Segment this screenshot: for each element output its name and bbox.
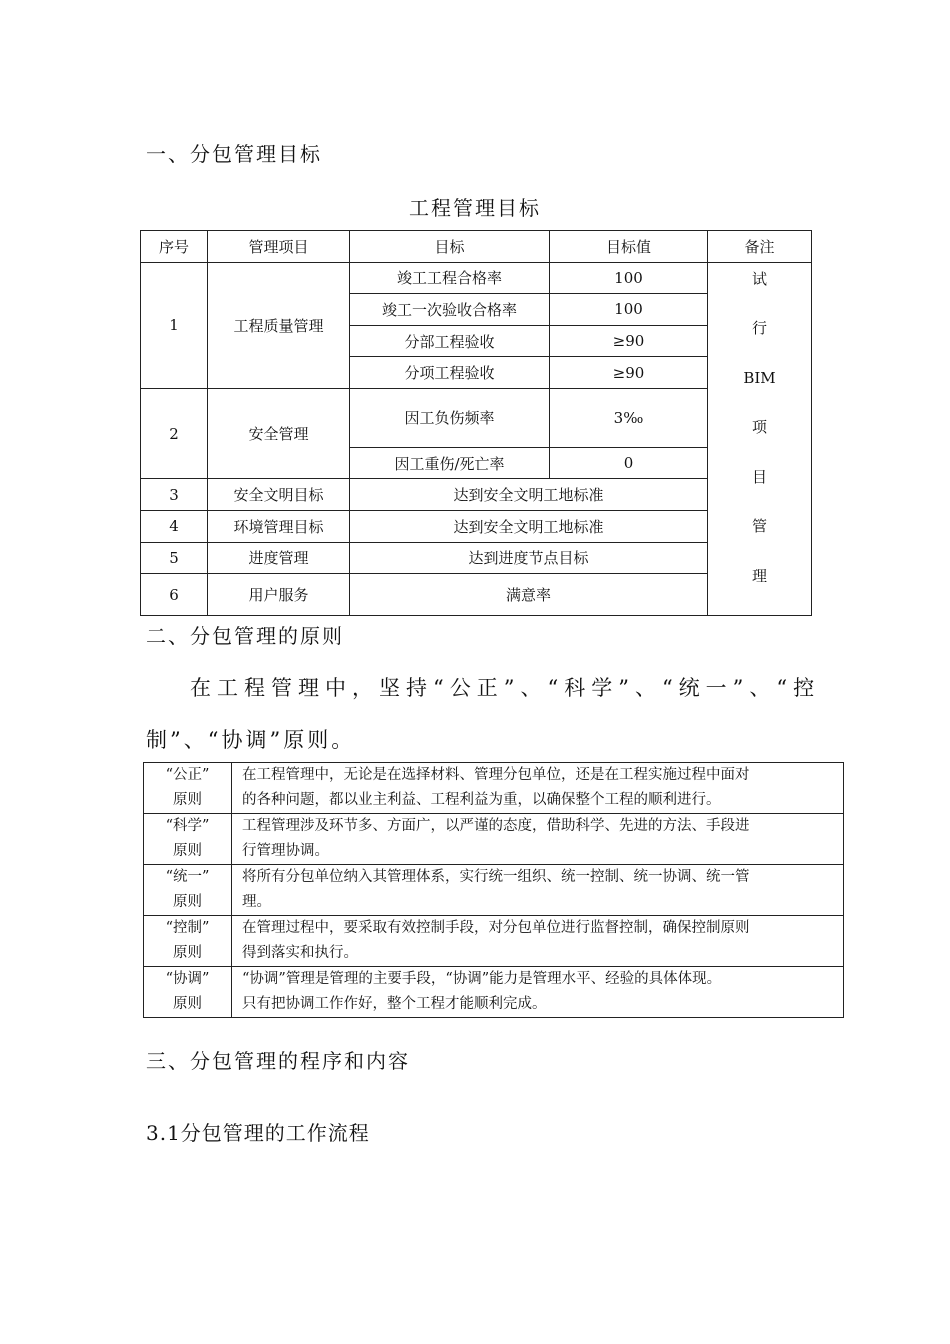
description-line: 在管理过程中，要采取有效控制手段，对分包单位进行监督控制，确保控制原则 bbox=[242, 920, 750, 936]
remark-line: 试 bbox=[751, 269, 767, 288]
value-cell: 3‰ bbox=[550, 388, 708, 447]
principle-description bbox=[232, 814, 844, 865]
row-number: 2 bbox=[141, 388, 208, 478]
principle-name-line2: 原则 bbox=[173, 894, 202, 910]
description-line: 工程管理涉及环节多、方面广，以严谨的态度，借助科学、先进的方法、手段进 bbox=[242, 818, 750, 834]
target-cell: 分项工程验收 bbox=[350, 357, 550, 389]
row-number: 4 bbox=[141, 510, 208, 542]
management-item: 安全管理 bbox=[208, 388, 350, 478]
management-item: 安全文明目标 bbox=[208, 479, 350, 511]
principle-name-line1: “公正” bbox=[165, 767, 210, 783]
description-line: 行管理协调。 bbox=[242, 843, 329, 859]
value-cell: 100 bbox=[550, 262, 708, 294]
principle-description bbox=[232, 967, 844, 1018]
principle-description bbox=[232, 763, 844, 814]
remark-line: BIM bbox=[743, 368, 776, 387]
table-row bbox=[141, 262, 812, 294]
principle-name-line2: 原则 bbox=[173, 843, 202, 859]
column-header: 备注 bbox=[708, 231, 812, 263]
target-cell: 因工重伤/死亡率 bbox=[350, 447, 550, 479]
remark-cell bbox=[708, 262, 812, 616]
principle-name-line1: “协调” bbox=[165, 971, 210, 987]
section-heading-goals: 一、分包管理目标 bbox=[146, 142, 322, 166]
description-line: 在工程管理中，无论是在选择材料、管理分包单位，还是在工程实施过程中面对 bbox=[242, 767, 750, 783]
management-item: 进度管理 bbox=[208, 542, 350, 574]
value-cell: 100 bbox=[550, 294, 708, 326]
principle-description bbox=[232, 865, 844, 916]
target-cell: 分部工程验收 bbox=[350, 325, 550, 357]
principles-table bbox=[143, 762, 844, 1018]
column-header: 序号 bbox=[141, 231, 208, 263]
remark-line: 目 bbox=[751, 467, 767, 486]
description-line: 理。 bbox=[242, 894, 271, 910]
row-number: 6 bbox=[141, 574, 208, 616]
value-cell: ≥90 bbox=[550, 357, 708, 389]
principle-name-line1: “控制” bbox=[165, 920, 210, 936]
principle-name-line2: 原则 bbox=[173, 792, 202, 808]
description-line: 的各种问题，都以业主利益、工程利益为重，以确保整个工程的顺利进行。 bbox=[242, 792, 721, 808]
target-merged-cell: 达到进度节点目标 bbox=[350, 542, 708, 574]
principle-name bbox=[144, 916, 232, 967]
value-cell: ≥90 bbox=[550, 325, 708, 357]
target-cell: 因工负伤频率 bbox=[350, 388, 550, 447]
column-header: 管理项目 bbox=[208, 231, 350, 263]
principle-name bbox=[144, 814, 232, 865]
remark-line: 理 bbox=[751, 566, 767, 585]
management-goals-table bbox=[140, 230, 812, 616]
column-header: 目标值 bbox=[550, 231, 708, 263]
subsection-heading-workflow: 3.1分包管理的工作流程 bbox=[146, 1121, 370, 1145]
principle-name-line2: 原则 bbox=[173, 945, 202, 961]
row-number: 3 bbox=[141, 479, 208, 511]
description-line: 得到落实和执行。 bbox=[242, 945, 358, 961]
table-header-row bbox=[141, 231, 812, 263]
principle-name-line1: “科学” bbox=[165, 818, 210, 834]
description-line: “协调”管理是管理的主要手段，“协调”能力是管理水平、经验的具体体现。 bbox=[242, 971, 722, 987]
description-line: 将所有分包单位纳入其管理体系，实行统一组织、统一控制、统一协调、统一管 bbox=[242, 869, 750, 885]
description-line: 只有把协调工作作好，整个工程才能顺利完成。 bbox=[242, 996, 547, 1012]
management-item: 环境管理目标 bbox=[208, 510, 350, 542]
remark-line: 管 bbox=[751, 517, 767, 536]
management-item: 工程质量管理 bbox=[208, 262, 350, 388]
table-row bbox=[144, 763, 844, 814]
management-item: 用户服务 bbox=[208, 574, 350, 616]
table-row bbox=[144, 814, 844, 865]
target-merged-cell: 满意率 bbox=[350, 574, 708, 616]
principle-name bbox=[144, 763, 232, 814]
table-row bbox=[144, 865, 844, 916]
remark-line: 项 bbox=[751, 418, 767, 437]
section-heading-procedures: 三、分包管理的程序和内容 bbox=[146, 1049, 410, 1073]
target-merged-cell: 达到安全文明工地标准 bbox=[350, 510, 708, 542]
table-row bbox=[144, 916, 844, 967]
principle-name-line2: 原则 bbox=[173, 996, 202, 1012]
principles-paragraph-line1: 在工程管理中，坚持“公正”、“科学”、“统一”、“控 bbox=[190, 676, 821, 700]
table-title: 工程管理目标 bbox=[409, 196, 541, 220]
column-header: 目标 bbox=[350, 231, 550, 263]
principle-name bbox=[144, 967, 232, 1018]
row-number: 1 bbox=[141, 262, 208, 388]
row-number: 5 bbox=[141, 542, 208, 574]
table-row bbox=[144, 967, 844, 1018]
principles-paragraph-line2: 制”、“协调”原则。 bbox=[146, 728, 356, 752]
target-merged-cell: 达到安全文明工地标准 bbox=[350, 479, 708, 511]
target-cell: 竣工一次验收合格率 bbox=[350, 294, 550, 326]
value-cell: 0 bbox=[550, 447, 708, 479]
remark-line: 行 bbox=[751, 319, 767, 338]
principle-description bbox=[232, 916, 844, 967]
principle-name bbox=[144, 865, 232, 916]
principle-name-line1: “统一” bbox=[165, 869, 210, 885]
section-heading-principles: 二、分包管理的原则 bbox=[146, 624, 344, 648]
target-cell: 竣工工程合格率 bbox=[350, 262, 550, 294]
